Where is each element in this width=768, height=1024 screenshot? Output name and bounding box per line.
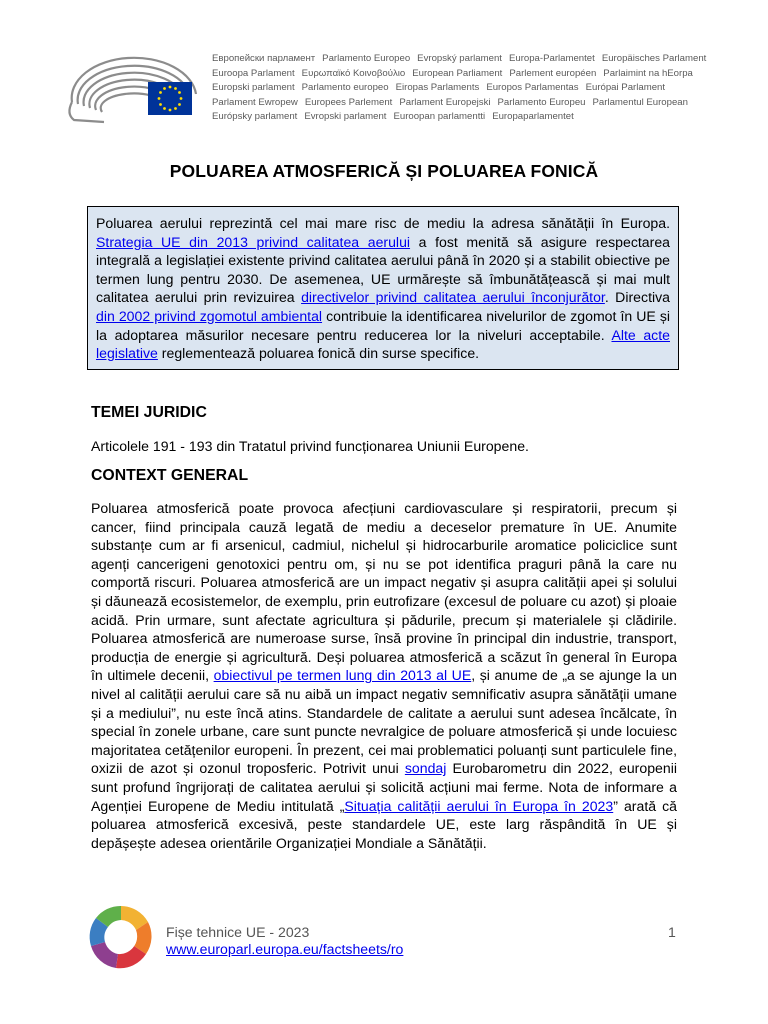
european-parliament-logo: [64, 50, 204, 130]
link-air-quality-report-2023[interactable]: Situația calității aerului în Europa în 2023: [344, 797, 614, 814]
parliament-names: [212, 52, 712, 125]
parliament-names-row: Euroopa Parlament Ευρωπαϊκό Κοινοβούλιο European Parliament Parlement européen Parlaimint na hEorpa: [212, 67, 693, 79]
parliament-names-row: Parlament Ewropew Europees Parlement Parlament Europejski Parlamento Europeu Parlamentul European: [212, 96, 688, 108]
factsheet-logo-icon: [86, 902, 156, 972]
summary-box: Poluarea aerului reprezintă cel mai mare risc de mediu la adresa sănătății în Europa. Strategia UE din 2013 privind calitatea aerului a fost menită să asigure respectarea integrală a legislației existente privind calitatea aerului până în 2020 și a stabilit obiective pe termen lung pentru 2030. De asemenea, UE urmărește să îmbunătățească și mai mult calitatea aerului prin revizuirea directivelor privind calitatea aerului înconjurător. Directiva din 2002 privind zgomotul ambiental contribuie la identificarea nivelurilor de zgomot în UE și la adoptarea măsurilor necesare pentru reducerea lor la niveluri acceptabile. Alte acte legislative reglementează poluarea fonică din surse specifice.: [87, 206, 679, 370]
parliament-names-row: Európsky parlament Evropski parlament Euroopan parlamentti Europaparlamentet: [212, 111, 574, 123]
link-air-quality-directives[interactable]: directivelor privind calitatea aerului înconjurător: [301, 289, 605, 306]
link-long-term-objective[interactable]: obiectivul pe termen lung din 2013 al UE: [213, 667, 472, 684]
link-other-legislation[interactable]: Alte acte legislative: [96, 326, 670, 362]
legal-basis-text: Articolele 191 - 193 din Tratatul privind funcționarea Uniunii Europene.: [91, 438, 529, 454]
footer-title: Fișe tehnice UE - 2023: [166, 924, 310, 940]
parliament-names-row: Европейски парламент Parlamento Europeo Evropský parlament Europa-Parlamentet Europäisches Parlament: [212, 53, 707, 64]
page-title: POLUAREA ATMOSFERICĂ ȘI POLUAREA FONICĂ: [169, 161, 599, 181]
section-heading-legal-basis: TEMEI JURIDIC: [91, 404, 207, 421]
section-heading-general-context: CONTEXT GENERAL: [91, 467, 249, 484]
parliament-names-row: Europski parlament Parlamento europeo Eiropas Parlaments Europos Parlamentas Európai Parlament: [212, 82, 666, 94]
link-air-quality-strategy[interactable]: Strategia UE din 2013 privind calitatea aerului: [96, 233, 411, 250]
link-noise-directive[interactable]: din 2002 privind zgomotul ambiental: [96, 307, 323, 324]
page-number: 1: [668, 924, 676, 940]
link-eurobarometer-survey[interactable]: sondaj: [404, 760, 447, 777]
footer-url-link[interactable]: www.europarl.europa.eu/factsheets/ro: [166, 941, 404, 957]
general-context-text: Poluarea atmosferică poate provoca afecțiuni cardiovasculare și respiratorii, precum și cancer, fiind principala cauză legată de mediu a deceselor premature în UE. Anumite substanțe cum ar fi arsenicul, cadmiul, nichelul și hidrocarburile aromatice policiclice sunt agenți cancerigeni genotoxici pentru om, și nu se pot identifica praguri până la care nu comportă riscuri. Poluarea atmosferică are un impact negativ și asupra calității apei și solului și dăunează ecosistemelor, de exemplu, prin eutrofizare (excesul de poluare cu azot) și ploaie acidă. Prin urmare, sunt afectate agricultura și pădurile, precum și materialele și clădirile. Poluarea atmosferică are numeroase surse, însă provine în principal din industrie, transport, producția de energie și agricultură. Deși poluarea atmosferică a scăzut în general în Europa în ultimele decenii, obiectivul pe termen lung din 2013 al UE, și anume de „a se ajunge la un nivel al calității aerului care să nu aibă un impact negativ semnificativ asupra sănătății umane și a mediului”, nu este încă atins. Standardele de calitate a aerului sunt adesea încălcate, în special în zonele urbane, care sunt puncte nevralgice de poluare atmosferică și unde locuiesc majoritatea cetățenilor europeni. În prezent, cei mai problematici poluanți sunt particulele fine, oxizii de azot și ozonul troposferic. Potrivit unui sondaj Eurobarometru din 2022, europenii sunt profund îngrijorați de calitatea aerului și solicită acțiuni mai ferme. Nota de informare a Agenției Europene de Mediu intitulată „Situația calității aerului în Europa în 2023” arată că poluarea atmosferică excesivă, peste standardele UE, este larg răspândită în UE și depășește adesea orientările Organizației Mondiale a Sănătății.: [91, 500, 678, 851]
page-header: [64, 50, 714, 130]
